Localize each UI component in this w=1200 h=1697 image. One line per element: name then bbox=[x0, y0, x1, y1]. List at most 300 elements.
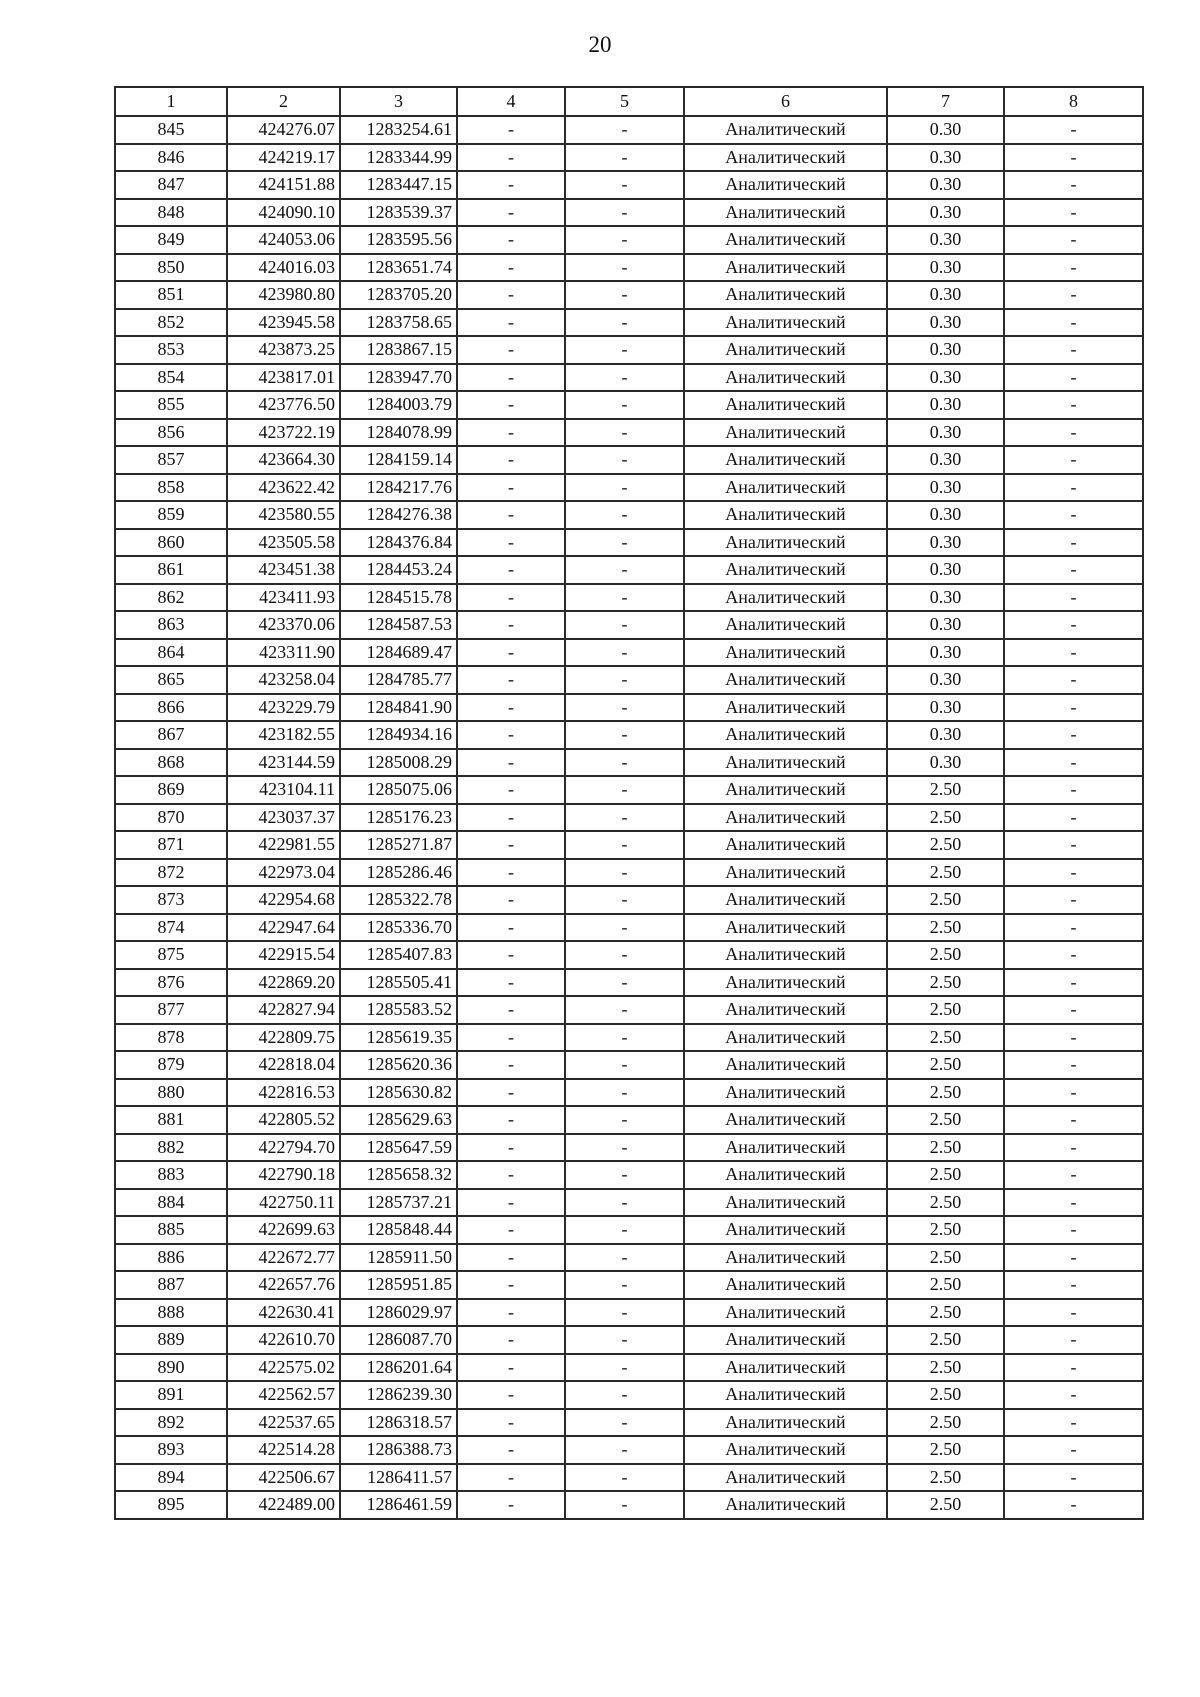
col8-cell: - bbox=[1004, 666, 1143, 694]
y-coordinate-cell: 1286087.70 bbox=[340, 1326, 457, 1354]
point-number-cell: 873 bbox=[115, 886, 227, 914]
table-row bbox=[115, 1051, 1143, 1079]
accuracy-cell: 0.30 bbox=[887, 584, 1004, 612]
y-coordinate-cell: 1285737.21 bbox=[340, 1189, 457, 1217]
col4-cell: - bbox=[457, 941, 565, 969]
table-row bbox=[115, 419, 1143, 447]
col5-cell: - bbox=[565, 446, 684, 474]
point-number-cell: 853 bbox=[115, 336, 227, 364]
y-coordinate-cell: 1286318.57 bbox=[340, 1409, 457, 1437]
y-coordinate-cell: 1284515.78 bbox=[340, 584, 457, 612]
method-cell: Аналитический bbox=[684, 831, 887, 859]
col8-cell: - bbox=[1004, 831, 1143, 859]
col4-cell: - bbox=[457, 611, 565, 639]
x-coordinate-cell: 422506.67 bbox=[227, 1464, 340, 1492]
x-coordinate-cell: 424219.17 bbox=[227, 144, 340, 172]
table-row bbox=[115, 996, 1143, 1024]
x-coordinate-cell: 423104.11 bbox=[227, 776, 340, 804]
method-cell: Аналитический bbox=[684, 1024, 887, 1052]
col4-cell: - bbox=[457, 281, 565, 309]
y-coordinate-cell: 1283344.99 bbox=[340, 144, 457, 172]
x-coordinate-cell: 423370.06 bbox=[227, 611, 340, 639]
point-number-cell: 881 bbox=[115, 1106, 227, 1134]
point-number-cell: 893 bbox=[115, 1436, 227, 1464]
y-coordinate-cell: 1284587.53 bbox=[340, 611, 457, 639]
accuracy-cell: 0.30 bbox=[887, 171, 1004, 199]
method-cell: Аналитический bbox=[684, 1409, 887, 1437]
method-cell: Аналитический bbox=[684, 721, 887, 749]
col4-cell: - bbox=[457, 1491, 565, 1519]
x-coordinate-cell: 423776.50 bbox=[227, 391, 340, 419]
x-coordinate-cell: 422489.00 bbox=[227, 1491, 340, 1519]
method-cell: Аналитический bbox=[684, 1079, 887, 1107]
x-coordinate-cell: 422575.02 bbox=[227, 1354, 340, 1382]
col5-cell: - bbox=[565, 859, 684, 887]
method-cell: Аналитический bbox=[684, 776, 887, 804]
col8-cell: - bbox=[1004, 556, 1143, 584]
col4-cell: - bbox=[457, 886, 565, 914]
col5-cell: - bbox=[565, 419, 684, 447]
method-cell: Аналитический bbox=[684, 309, 887, 337]
x-coordinate-cell: 423945.58 bbox=[227, 309, 340, 337]
col8-cell: - bbox=[1004, 474, 1143, 502]
accuracy-cell: 0.30 bbox=[887, 501, 1004, 529]
x-coordinate-cell: 424276.07 bbox=[227, 116, 340, 144]
point-number-cell: 863 bbox=[115, 611, 227, 639]
col4-cell: - bbox=[457, 1161, 565, 1189]
y-coordinate-cell: 1283867.15 bbox=[340, 336, 457, 364]
col4-cell: - bbox=[457, 144, 565, 172]
col4-cell: - bbox=[457, 1051, 565, 1079]
col5-cell: - bbox=[565, 886, 684, 914]
col8-cell: - bbox=[1004, 1436, 1143, 1464]
col5-cell: - bbox=[565, 144, 684, 172]
method-cell: Аналитический bbox=[684, 1161, 887, 1189]
point-number-cell: 887 bbox=[115, 1271, 227, 1299]
x-coordinate-cell: 423451.38 bbox=[227, 556, 340, 584]
x-coordinate-cell: 423817.01 bbox=[227, 364, 340, 392]
col5-cell: - bbox=[565, 391, 684, 419]
column-header: 6 bbox=[684, 87, 887, 116]
y-coordinate-cell: 1283651.74 bbox=[340, 254, 457, 282]
x-coordinate-cell: 422809.75 bbox=[227, 1024, 340, 1052]
col4-cell: - bbox=[457, 996, 565, 1024]
y-coordinate-cell: 1285336.70 bbox=[340, 914, 457, 942]
col8-cell: - bbox=[1004, 694, 1143, 722]
point-number-cell: 879 bbox=[115, 1051, 227, 1079]
column-header: 2 bbox=[227, 87, 340, 116]
y-coordinate-cell: 1284376.84 bbox=[340, 529, 457, 557]
x-coordinate-cell: 424090.10 bbox=[227, 199, 340, 227]
accuracy-cell: 0.30 bbox=[887, 309, 1004, 337]
x-coordinate-cell: 423873.25 bbox=[227, 336, 340, 364]
col8-cell: - bbox=[1004, 1491, 1143, 1519]
x-coordinate-cell: 422818.04 bbox=[227, 1051, 340, 1079]
method-cell: Аналитический bbox=[684, 1271, 887, 1299]
table-row bbox=[115, 1409, 1143, 1437]
col4-cell: - bbox=[457, 391, 565, 419]
x-coordinate-cell: 422657.76 bbox=[227, 1271, 340, 1299]
table-row bbox=[115, 309, 1143, 337]
accuracy-cell: 2.50 bbox=[887, 886, 1004, 914]
col5-cell: - bbox=[565, 1134, 684, 1162]
accuracy-cell: 2.50 bbox=[887, 1354, 1004, 1382]
col4-cell: - bbox=[457, 1216, 565, 1244]
y-coordinate-cell: 1285271.87 bbox=[340, 831, 457, 859]
accuracy-cell: 0.30 bbox=[887, 474, 1004, 502]
x-coordinate-cell: 422954.68 bbox=[227, 886, 340, 914]
point-number-cell: 895 bbox=[115, 1491, 227, 1519]
col4-cell: - bbox=[457, 254, 565, 282]
col4-cell: - bbox=[457, 116, 565, 144]
table-row bbox=[115, 666, 1143, 694]
col5-cell: - bbox=[565, 1354, 684, 1382]
col8-cell: - bbox=[1004, 941, 1143, 969]
point-number-cell: 875 bbox=[115, 941, 227, 969]
table-row bbox=[115, 1381, 1143, 1409]
col5-cell: - bbox=[565, 1051, 684, 1079]
x-coordinate-cell: 423182.55 bbox=[227, 721, 340, 749]
col5-cell: - bbox=[565, 1216, 684, 1244]
x-coordinate-cell: 422750.11 bbox=[227, 1189, 340, 1217]
method-cell: Аналитический bbox=[684, 1326, 887, 1354]
y-coordinate-cell: 1283447.15 bbox=[340, 171, 457, 199]
col5-cell: - bbox=[565, 1271, 684, 1299]
col8-cell: - bbox=[1004, 199, 1143, 227]
col8-cell: - bbox=[1004, 1299, 1143, 1327]
col4-cell: - bbox=[457, 1079, 565, 1107]
table-row bbox=[115, 1161, 1143, 1189]
method-cell: Аналитический bbox=[684, 1051, 887, 1079]
y-coordinate-cell: 1283539.37 bbox=[340, 199, 457, 227]
point-number-cell: 858 bbox=[115, 474, 227, 502]
accuracy-cell: 0.30 bbox=[887, 556, 1004, 584]
y-coordinate-cell: 1284934.16 bbox=[340, 721, 457, 749]
x-coordinate-cell: 424151.88 bbox=[227, 171, 340, 199]
col4-cell: - bbox=[457, 1354, 565, 1382]
accuracy-cell: 0.30 bbox=[887, 199, 1004, 227]
table-row bbox=[115, 1271, 1143, 1299]
point-number-cell: 850 bbox=[115, 254, 227, 282]
table-row bbox=[115, 1134, 1143, 1162]
point-number-cell: 864 bbox=[115, 639, 227, 667]
point-number-cell: 880 bbox=[115, 1079, 227, 1107]
x-coordinate-cell: 422827.94 bbox=[227, 996, 340, 1024]
y-coordinate-cell: 1283947.70 bbox=[340, 364, 457, 392]
accuracy-cell: 0.30 bbox=[887, 446, 1004, 474]
method-cell: Аналитический bbox=[684, 611, 887, 639]
x-coordinate-cell: 423980.80 bbox=[227, 281, 340, 309]
method-cell: Аналитический bbox=[684, 914, 887, 942]
col5-cell: - bbox=[565, 171, 684, 199]
col4-cell: - bbox=[457, 199, 565, 227]
method-cell: Аналитический bbox=[684, 1216, 887, 1244]
col4-cell: - bbox=[457, 776, 565, 804]
y-coordinate-cell: 1286239.30 bbox=[340, 1381, 457, 1409]
x-coordinate-cell: 423411.93 bbox=[227, 584, 340, 612]
x-coordinate-cell: 422562.57 bbox=[227, 1381, 340, 1409]
method-cell: Аналитический bbox=[684, 996, 887, 1024]
point-number-cell: 846 bbox=[115, 144, 227, 172]
x-coordinate-cell: 423722.19 bbox=[227, 419, 340, 447]
table-row bbox=[115, 1244, 1143, 1272]
accuracy-cell: 2.50 bbox=[887, 996, 1004, 1024]
x-coordinate-cell: 423580.55 bbox=[227, 501, 340, 529]
col8-cell: - bbox=[1004, 1106, 1143, 1134]
col4-cell: - bbox=[457, 1189, 565, 1217]
point-number-cell: 876 bbox=[115, 969, 227, 997]
x-coordinate-cell: 423258.04 bbox=[227, 666, 340, 694]
col4-cell: - bbox=[457, 859, 565, 887]
col8-cell: - bbox=[1004, 804, 1143, 832]
col5-cell: - bbox=[565, 281, 684, 309]
method-cell: Аналитический bbox=[684, 1491, 887, 1519]
x-coordinate-cell: 422630.41 bbox=[227, 1299, 340, 1327]
x-coordinate-cell: 423311.90 bbox=[227, 639, 340, 667]
col8-cell: - bbox=[1004, 1189, 1143, 1217]
table-row bbox=[115, 831, 1143, 859]
col8-cell: - bbox=[1004, 914, 1143, 942]
col4-cell: - bbox=[457, 831, 565, 859]
accuracy-cell: 2.50 bbox=[887, 776, 1004, 804]
col5-cell: - bbox=[565, 1299, 684, 1327]
accuracy-cell: 2.50 bbox=[887, 1189, 1004, 1217]
point-number-cell: 892 bbox=[115, 1409, 227, 1437]
x-coordinate-cell: 422610.70 bbox=[227, 1326, 340, 1354]
col8-cell: - bbox=[1004, 1409, 1143, 1437]
column-header: 5 bbox=[565, 87, 684, 116]
method-cell: Аналитический bbox=[684, 639, 887, 667]
y-coordinate-cell: 1286201.64 bbox=[340, 1354, 457, 1382]
point-number-cell: 886 bbox=[115, 1244, 227, 1272]
point-number-cell: 870 bbox=[115, 804, 227, 832]
col5-cell: - bbox=[565, 1464, 684, 1492]
x-coordinate-cell: 422869.20 bbox=[227, 969, 340, 997]
col5-cell: - bbox=[565, 914, 684, 942]
y-coordinate-cell: 1284276.38 bbox=[340, 501, 457, 529]
col4-cell: - bbox=[457, 969, 565, 997]
col8-cell: - bbox=[1004, 336, 1143, 364]
point-number-cell: 856 bbox=[115, 419, 227, 447]
accuracy-cell: 2.50 bbox=[887, 1051, 1004, 1079]
col5-cell: - bbox=[565, 254, 684, 282]
col5-cell: - bbox=[565, 831, 684, 859]
col5-cell: - bbox=[565, 749, 684, 777]
point-number-cell: 865 bbox=[115, 666, 227, 694]
table-row bbox=[115, 529, 1143, 557]
col8-cell: - bbox=[1004, 1024, 1143, 1052]
x-coordinate-cell: 424053.06 bbox=[227, 226, 340, 254]
point-number-cell: 878 bbox=[115, 1024, 227, 1052]
point-number-cell: 877 bbox=[115, 996, 227, 1024]
col8-cell: - bbox=[1004, 639, 1143, 667]
col4-cell: - bbox=[457, 556, 565, 584]
col4-cell: - bbox=[457, 336, 565, 364]
col4-cell: - bbox=[457, 1271, 565, 1299]
method-cell: Аналитический bbox=[684, 584, 887, 612]
col4-cell: - bbox=[457, 1464, 565, 1492]
x-coordinate-cell: 422790.18 bbox=[227, 1161, 340, 1189]
point-number-cell: 874 bbox=[115, 914, 227, 942]
method-cell: Аналитический bbox=[684, 886, 887, 914]
y-coordinate-cell: 1285286.46 bbox=[340, 859, 457, 887]
method-cell: Аналитический bbox=[684, 446, 887, 474]
table-row bbox=[115, 1299, 1143, 1327]
method-cell: Аналитический bbox=[684, 666, 887, 694]
method-cell: Аналитический bbox=[684, 1381, 887, 1409]
table-row bbox=[115, 1354, 1143, 1382]
col5-cell: - bbox=[565, 1024, 684, 1052]
point-number-cell: 869 bbox=[115, 776, 227, 804]
col8-cell: - bbox=[1004, 1051, 1143, 1079]
y-coordinate-cell: 1283705.20 bbox=[340, 281, 457, 309]
method-cell: Аналитический bbox=[684, 969, 887, 997]
accuracy-cell: 0.30 bbox=[887, 391, 1004, 419]
x-coordinate-cell: 422947.64 bbox=[227, 914, 340, 942]
col5-cell: - bbox=[565, 226, 684, 254]
col4-cell: - bbox=[457, 584, 565, 612]
col5-cell: - bbox=[565, 1436, 684, 1464]
accuracy-cell: 2.50 bbox=[887, 1244, 1004, 1272]
y-coordinate-cell: 1284453.24 bbox=[340, 556, 457, 584]
y-coordinate-cell: 1283595.56 bbox=[340, 226, 457, 254]
accuracy-cell: 0.30 bbox=[887, 254, 1004, 282]
x-coordinate-cell: 423622.42 bbox=[227, 474, 340, 502]
method-cell: Аналитический bbox=[684, 1354, 887, 1382]
col8-cell: - bbox=[1004, 364, 1143, 392]
accuracy-cell: 2.50 bbox=[887, 1216, 1004, 1244]
accuracy-cell: 0.30 bbox=[887, 281, 1004, 309]
method-cell: Аналитический bbox=[684, 804, 887, 832]
table-row bbox=[115, 446, 1143, 474]
col8-cell: - bbox=[1004, 584, 1143, 612]
point-number-cell: 857 bbox=[115, 446, 227, 474]
col8-cell: - bbox=[1004, 309, 1143, 337]
accuracy-cell: 2.50 bbox=[887, 859, 1004, 887]
col4-cell: - bbox=[457, 694, 565, 722]
method-cell: Аналитический bbox=[684, 1134, 887, 1162]
col5-cell: - bbox=[565, 336, 684, 364]
x-coordinate-cell: 422537.65 bbox=[227, 1409, 340, 1437]
col8-cell: - bbox=[1004, 1244, 1143, 1272]
method-cell: Аналитический bbox=[684, 1436, 887, 1464]
table-row bbox=[115, 171, 1143, 199]
col8-cell: - bbox=[1004, 1271, 1143, 1299]
table-row bbox=[115, 639, 1143, 667]
col4-cell: - bbox=[457, 1299, 565, 1327]
point-number-cell: 885 bbox=[115, 1216, 227, 1244]
accuracy-cell: 0.30 bbox=[887, 666, 1004, 694]
col5-cell: - bbox=[565, 529, 684, 557]
y-coordinate-cell: 1284078.99 bbox=[340, 419, 457, 447]
col5-cell: - bbox=[565, 941, 684, 969]
x-coordinate-cell: 422672.77 bbox=[227, 1244, 340, 1272]
col4-cell: - bbox=[457, 804, 565, 832]
col4-cell: - bbox=[457, 226, 565, 254]
col8-cell: - bbox=[1004, 1464, 1143, 1492]
method-cell: Аналитический bbox=[684, 1189, 887, 1217]
point-number-cell: 883 bbox=[115, 1161, 227, 1189]
x-coordinate-cell: 422816.53 bbox=[227, 1079, 340, 1107]
accuracy-cell: 2.50 bbox=[887, 1271, 1004, 1299]
method-cell: Аналитический bbox=[684, 556, 887, 584]
table-row bbox=[115, 1436, 1143, 1464]
col8-cell: - bbox=[1004, 116, 1143, 144]
col8-cell: - bbox=[1004, 1161, 1143, 1189]
method-cell: Аналитический bbox=[684, 336, 887, 364]
col8-cell: - bbox=[1004, 1354, 1143, 1382]
table-row bbox=[115, 364, 1143, 392]
table-row bbox=[115, 776, 1143, 804]
accuracy-cell: 2.50 bbox=[887, 804, 1004, 832]
point-number-cell: 884 bbox=[115, 1189, 227, 1217]
point-number-cell: 882 bbox=[115, 1134, 227, 1162]
col5-cell: - bbox=[565, 611, 684, 639]
table-row bbox=[115, 1189, 1143, 1217]
method-cell: Аналитический bbox=[684, 749, 887, 777]
column-header: 1 bbox=[115, 87, 227, 116]
method-cell: Аналитический bbox=[684, 501, 887, 529]
x-coordinate-cell: 423144.59 bbox=[227, 749, 340, 777]
col4-cell: - bbox=[457, 1381, 565, 1409]
y-coordinate-cell: 1286461.59 bbox=[340, 1491, 457, 1519]
col4-cell: - bbox=[457, 721, 565, 749]
x-coordinate-cell: 422514.28 bbox=[227, 1436, 340, 1464]
col8-cell: - bbox=[1004, 886, 1143, 914]
coordinates-table bbox=[114, 86, 1144, 1520]
col5-cell: - bbox=[565, 1189, 684, 1217]
y-coordinate-cell: 1285008.29 bbox=[340, 749, 457, 777]
table-row bbox=[115, 694, 1143, 722]
y-coordinate-cell: 1285620.36 bbox=[340, 1051, 457, 1079]
method-cell: Аналитический bbox=[684, 859, 887, 887]
y-coordinate-cell: 1285911.50 bbox=[340, 1244, 457, 1272]
col4-cell: - bbox=[457, 1106, 565, 1134]
y-coordinate-cell: 1285322.78 bbox=[340, 886, 457, 914]
col5-cell: - bbox=[565, 116, 684, 144]
col4-cell: - bbox=[457, 446, 565, 474]
accuracy-cell: 0.30 bbox=[887, 336, 1004, 364]
col8-cell: - bbox=[1004, 996, 1143, 1024]
column-header: 8 bbox=[1004, 87, 1143, 116]
x-coordinate-cell: 422699.63 bbox=[227, 1216, 340, 1244]
table-row bbox=[115, 749, 1143, 777]
accuracy-cell: 2.50 bbox=[887, 941, 1004, 969]
col8-cell: - bbox=[1004, 171, 1143, 199]
table-row bbox=[115, 254, 1143, 282]
accuracy-cell: 2.50 bbox=[887, 1409, 1004, 1437]
col4-cell: - bbox=[457, 1436, 565, 1464]
accuracy-cell: 2.50 bbox=[887, 1464, 1004, 1492]
table-row bbox=[115, 226, 1143, 254]
col5-cell: - bbox=[565, 364, 684, 392]
accuracy-cell: 2.50 bbox=[887, 1161, 1004, 1189]
col8-cell: - bbox=[1004, 1381, 1143, 1409]
point-number-cell: 849 bbox=[115, 226, 227, 254]
table-row bbox=[115, 584, 1143, 612]
accuracy-cell: 0.30 bbox=[887, 419, 1004, 447]
col5-cell: - bbox=[565, 1326, 684, 1354]
y-coordinate-cell: 1285407.83 bbox=[340, 941, 457, 969]
point-number-cell: 891 bbox=[115, 1381, 227, 1409]
point-number-cell: 845 bbox=[115, 116, 227, 144]
point-number-cell: 867 bbox=[115, 721, 227, 749]
y-coordinate-cell: 1284003.79 bbox=[340, 391, 457, 419]
point-number-cell: 847 bbox=[115, 171, 227, 199]
col8-cell: - bbox=[1004, 529, 1143, 557]
accuracy-cell: 0.30 bbox=[887, 529, 1004, 557]
col8-cell: - bbox=[1004, 1216, 1143, 1244]
